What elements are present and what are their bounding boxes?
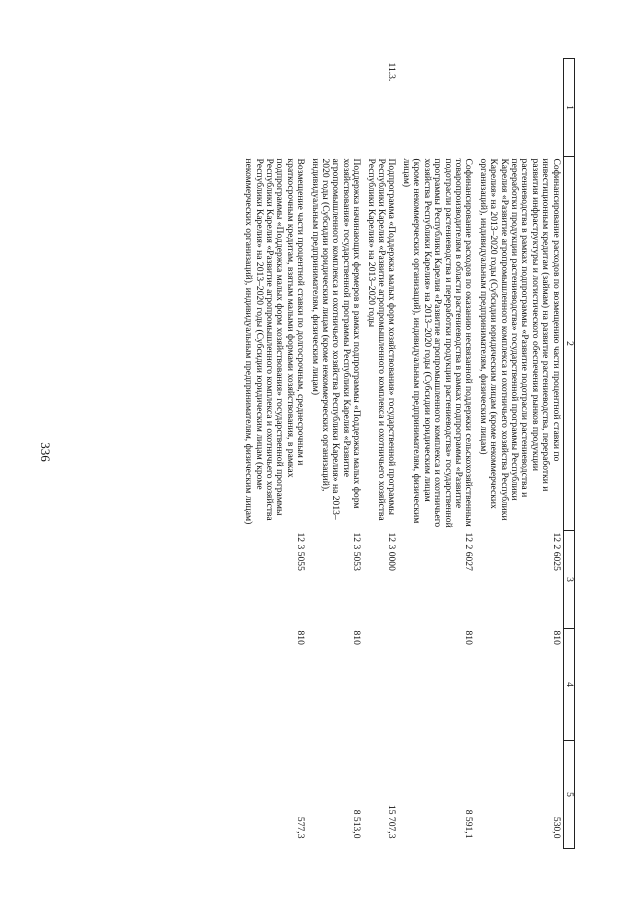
- expense-type-code: 810: [550, 630, 562, 645]
- page-number: 336: [38, 442, 53, 462]
- table-row: [362, 59, 397, 849]
- row-number: 11.3.: [386, 62, 398, 82]
- column-header-4: 4: [563, 629, 574, 741]
- row-description: Подпрограмма «Поддержка малых форм хозяйствования» государственной программы Республики Карелия «Развитие агропромышленного комплекса и охотничьего хозяйства Республики Карелия» на 2013–2020 годы: [365, 158, 398, 521]
- amount: 8 591,1: [463, 809, 475, 839]
- table-row: [240, 59, 306, 849]
- amount: 530,0: [550, 816, 562, 839]
- column-header-5: 5: [563, 741, 574, 849]
- target-article-code: 12 2 6025: [550, 532, 562, 571]
- expense-type-code: 810: [463, 630, 475, 645]
- table-row: [306, 59, 362, 849]
- target-article-code: 12 2 6027: [463, 532, 475, 571]
- row-description: Возмещение части процентной ставки по долгосрочным, среднесрочным и краткосрочным кредитам, взятым малыми формами хозяйствования, в рамках подпрограммы «Поддержка малых форм хозяйствования» государственной программы Республики Карелия «Развитие агропромышленного комплекса и охотничьего хозяйства Республики Карелия» на 2013–2020 годы (Субсидии юридическим лицам (кроме некоммерческих организаций), индивидуальным предпринимателям, физическим лицам): [243, 158, 307, 525]
- row-description: Софинансирование расходов по оказанию несвязанной поддержки сельскохозяйственным товаропроизводителям в области растениеводства в рамках подпрограммы «Развитие подотрасли растениеводства и переработки продукции растениеводства» государственной программы Республики Карелия «Развитие агропромышленного комплекса и охотничьего хозяйства Республики Карелия» на 2013–2020 годы (Субсидии юридическим лицам (кроме некоммерческих организаций), индивидуальным предпринимателям, физическим лицам): [400, 158, 475, 528]
- amount: 15 707,3: [386, 804, 398, 839]
- amount: 8 513,0: [351, 809, 363, 839]
- column-header-3: 3: [563, 531, 574, 629]
- row-description: Поддержка начинающих фермеров в рамках подпрограммы «Поддержка малых форм хозяйствования» государственной программы Республики Карелия «Развитие агропромышленного комплекса и охотничьего хозяйства Республики Карелия» на 2013–2020 годы (Субсидии юридическим лицам (кроме некоммерческих организаций), индивидуальным предпринимателям, физическим лицам): [309, 158, 363, 520]
- row-number: [240, 59, 306, 157]
- table-row: [474, 59, 563, 849]
- target-article-code: 12 3 5055: [295, 532, 307, 571]
- row-number: [398, 59, 475, 157]
- rotated-table-container: [115, 58, 575, 848]
- column-header-2: 2: [563, 157, 574, 531]
- budget-table: [240, 58, 575, 849]
- expense-type-code: 810: [295, 630, 307, 645]
- target-article-code: 12 3 5053: [351, 532, 363, 571]
- target-article-code: 12 3 0000: [386, 532, 398, 571]
- amount: 577,3: [295, 816, 307, 839]
- expense-type-code: 810: [351, 630, 363, 645]
- row-number: [306, 59, 362, 157]
- table-header-row: [563, 59, 574, 849]
- row-number: [474, 59, 563, 157]
- expense-type-code: [362, 629, 397, 741]
- column-header-1: 1: [563, 59, 574, 157]
- row-description: Софинансирование расходов по возмещению части процентной ставки по инвестиционным кредитам (займам) на развитие растениеводства, переработки и развития инфраструктуры и логистического обеспечения рынков продукции растениеводства в рамках подпрограммы «Развитие подотрасли растениеводства и переработки продукции растениеводства» государственной программы Республики Карелия «Развитие агропромышленного комплекса и охотничьего хозяйства Республики Карелия» на 2013–2020 годы (Субсидии юридическим лицам (кроме некоммерческих организаций), индивидуальным предпринимателям, физическим лицам): [477, 158, 562, 521]
- table-row: [398, 59, 475, 849]
